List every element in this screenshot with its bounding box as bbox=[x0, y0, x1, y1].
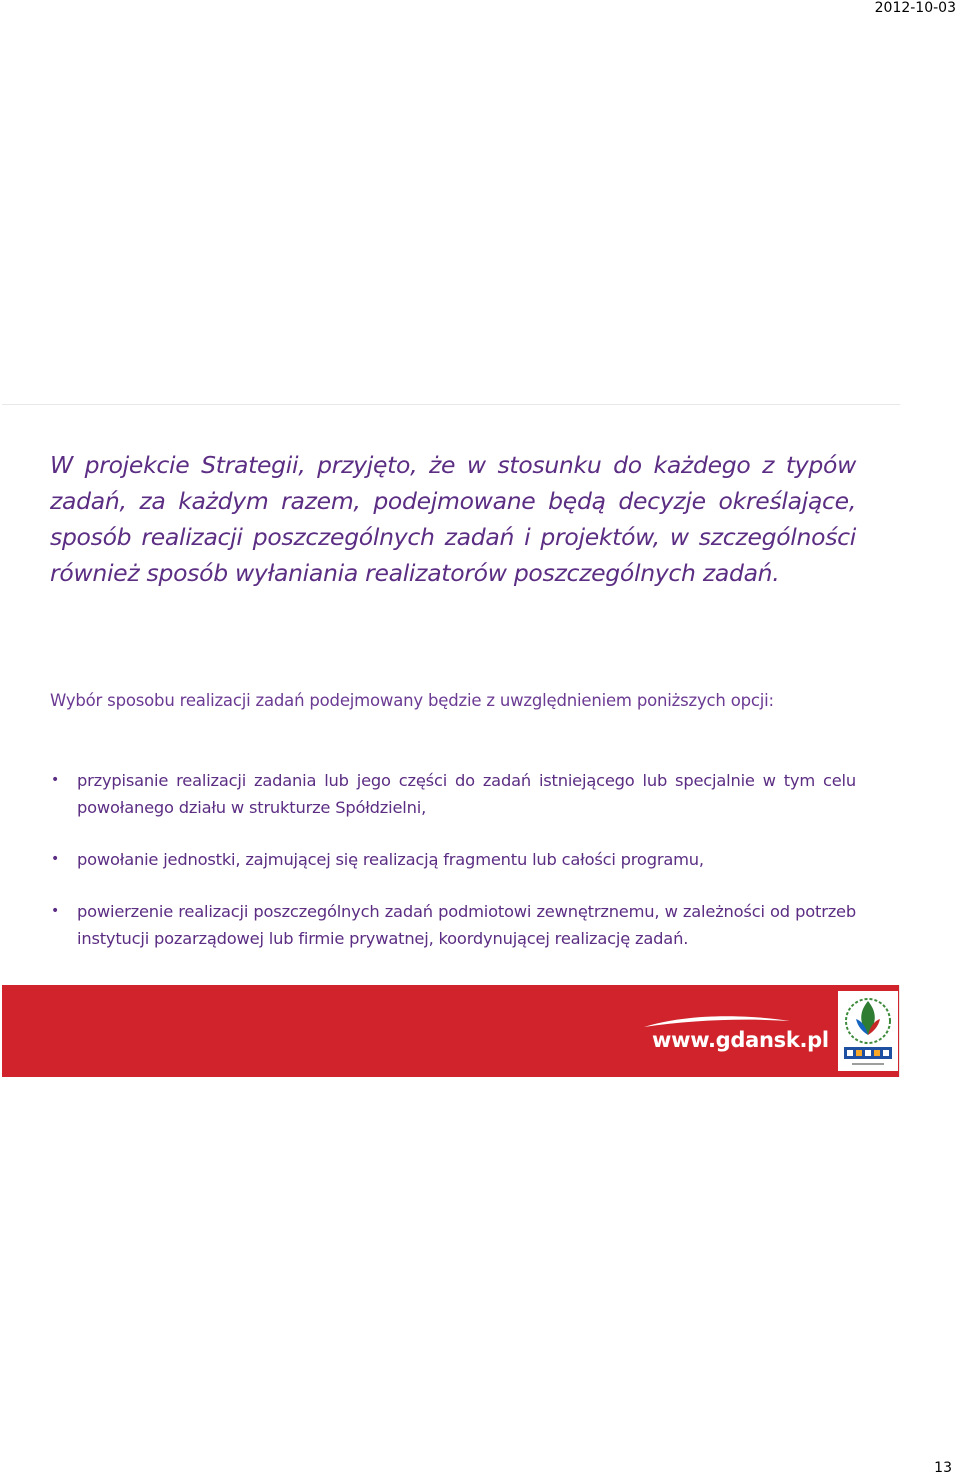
slide bbox=[2, 404, 900, 1078]
list-item bbox=[50, 898, 856, 952]
bullet-icon: • bbox=[51, 903, 60, 919]
bullet-icon: • bbox=[51, 772, 60, 788]
intro-text: Wybór sposobu realizacji zadań podejmowany będzie z uwzględnieniem poniższych opcji: bbox=[50, 691, 774, 710]
slide-heading: W projekcie Strategii, przyjęto, że w stosunku do każdego z typów zadań, za każdym razem, podejmowane będą decyzje określające, sposób realizacji poszczególnych zadań i projektów, w szczególności również sposób wyłaniania realizatorów poszczególnych zadań. bbox=[50, 451, 856, 587]
page-number: 13 bbox=[934, 1460, 952, 1476]
options-list bbox=[50, 767, 856, 952]
option-text: przypisanie realizacji zadania lub jego części do zadań istniejącego lub specjalnie w tym celu powołanego działu w strukturze Spółdzielni, bbox=[77, 771, 856, 817]
page-date: 2012-10-03 bbox=[874, 0, 956, 16]
logo-text: www.gdansk.pl bbox=[652, 1028, 829, 1052]
footer-band bbox=[2, 985, 900, 1077]
list-item bbox=[50, 767, 856, 821]
option-text: powierzenie realizacji poszczególnych zadań podmiotowi zewnętrznemu, w zależności od potrzeb instytucji pozarządowej lub firmie prywatnej, koordynującej realizację zadań. bbox=[77, 902, 856, 948]
gdansk-emblem-icon bbox=[838, 991, 898, 1071]
bullet-icon: • bbox=[51, 851, 60, 867]
option-text: powołanie jednostki, zajmującej się realizacją fragmentu lub całości programu, bbox=[77, 850, 704, 869]
list-item bbox=[50, 846, 856, 873]
